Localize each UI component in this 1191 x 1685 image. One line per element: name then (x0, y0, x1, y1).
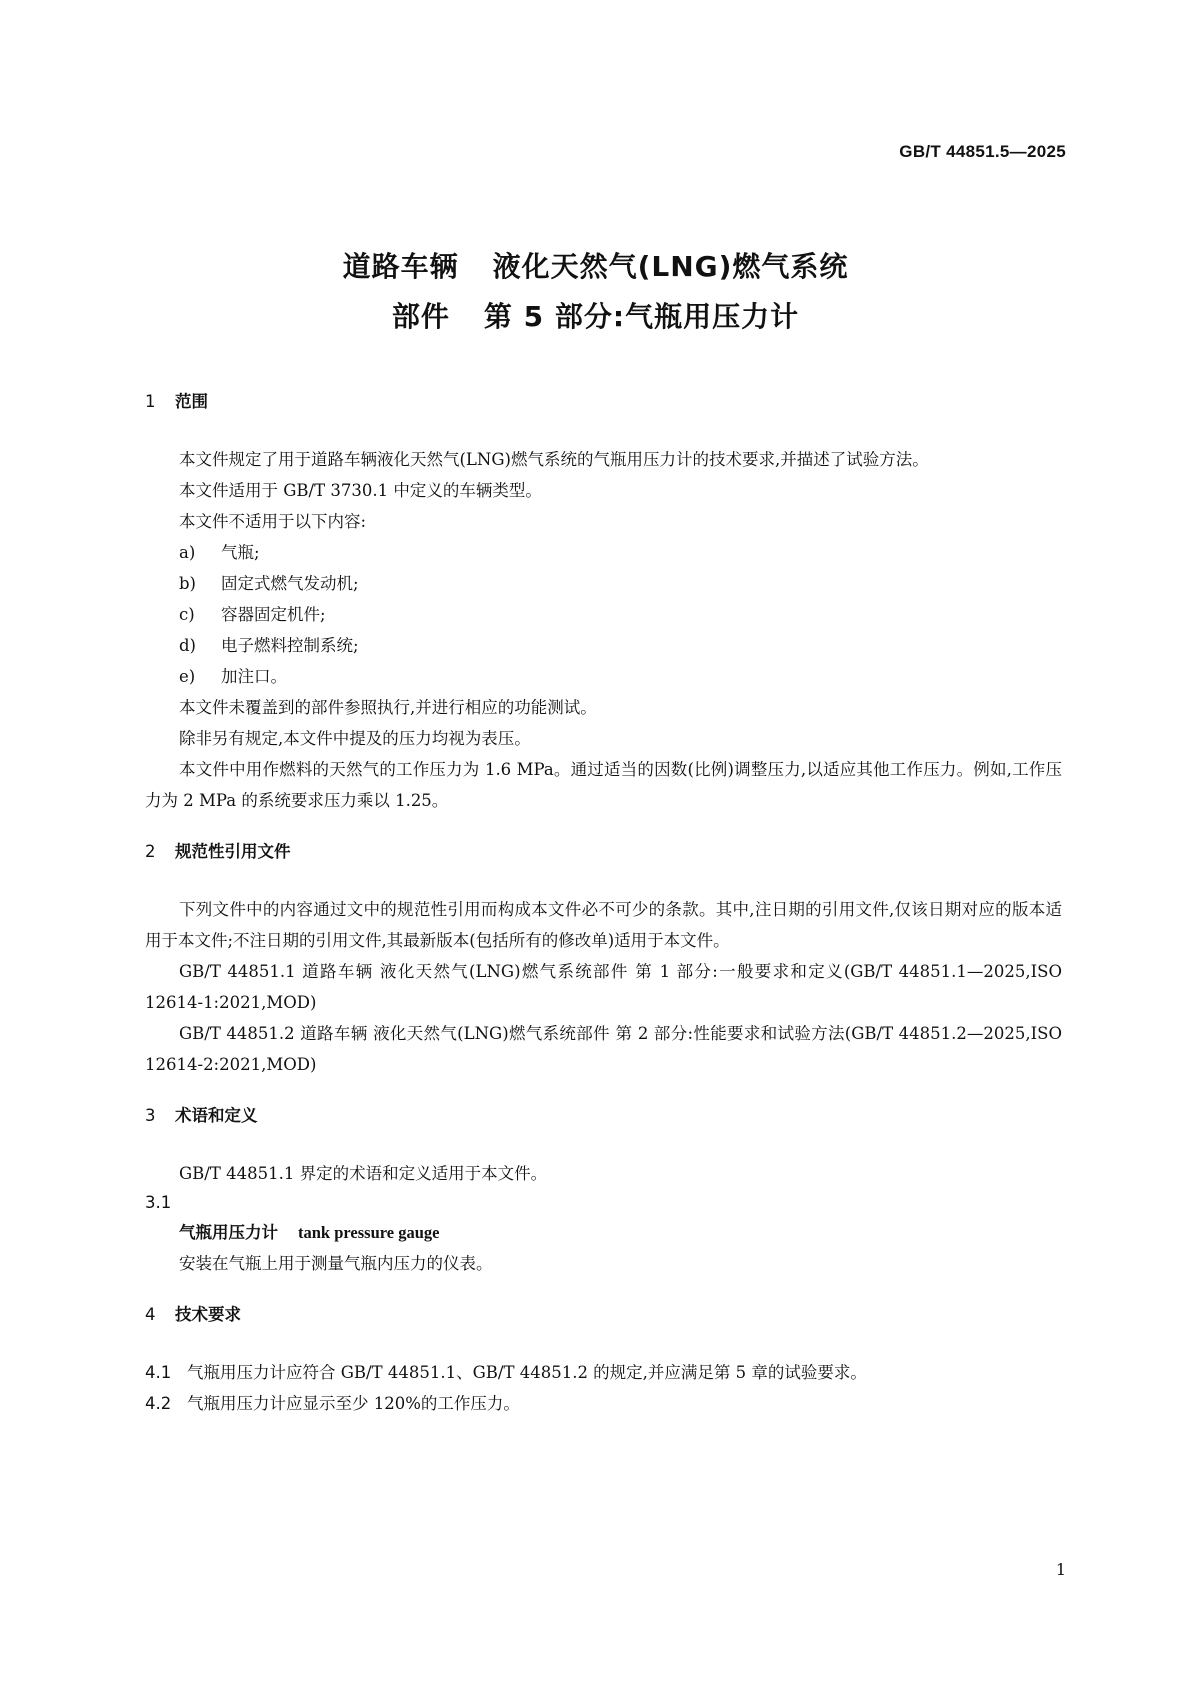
section-number: 4 (145, 1305, 156, 1324)
reference-entry: GB/T 44851.2 道路车辆 液化天然气(LNG)燃气系统部件 第 2 部分:性能要求和试验方法(GB/T 44851.2—2025,ISO 12614-2:2021,MOD) (145, 1024, 1062, 1074)
clause-text: 气瓶用压力计应显示至少 120%的工作压力。 (187, 1394, 520, 1413)
list-marker: b) (179, 574, 196, 593)
list-text: 容器固定机件; (221, 605, 326, 624)
list-item (145, 537, 1062, 568)
title-line-1 (0, 242, 1191, 292)
paragraph: 本文件不适用于以下内容: (179, 512, 367, 531)
term-number: 3.1 (145, 1193, 172, 1212)
section-title: 术语和定义 (175, 1106, 258, 1125)
title-line-2 (0, 292, 1191, 342)
paragraph: 本文件规定了用于道路车辆液化天然气(LNG)燃气系统的气瓶用压力计的技术要求,并描述了试验方法。 (179, 450, 929, 469)
list-text: 电子燃料控制系统; (221, 636, 359, 655)
list-item (145, 568, 1062, 599)
paragraph: 除非另有规定,本文件中提及的压力均视为表压。 (179, 729, 531, 748)
paragraph: 本文件适用于 GB/T 3730.1 中定义的车辆类型。 (179, 481, 542, 500)
list-marker: e) (179, 667, 196, 686)
document-body (145, 388, 1062, 1419)
page-number: 1 (1055, 1560, 1066, 1579)
paragraph: 本文件中用作燃料的天然气的工作压力为 1.6 MPa。通过适当的因数(比例)调整压力,以适应其他工作压力。例如,工作压力为 2 MPa 的系统要求压力乘以 1.25。 (145, 760, 1062, 810)
clause-number: 4.1 (145, 1363, 172, 1382)
section-2-heading (145, 838, 1062, 866)
document-title (0, 242, 1191, 342)
title-part-d: 第 5 部分:气瓶用压力计 (483, 300, 800, 333)
title-part-b: 液化天然气(LNG)燃气系统 (492, 250, 849, 283)
section-title: 规范性引用文件 (175, 842, 291, 861)
section-number: 3 (145, 1106, 156, 1125)
list-marker: a) (179, 543, 196, 562)
section-title: 范围 (175, 392, 208, 411)
term-english: tank pressure gauge (298, 1223, 440, 1242)
requirement-clause (145, 1388, 1062, 1419)
list-text: 加注口。 (221, 667, 287, 686)
list-text: 固定式燃气发动机; (221, 574, 359, 593)
section-1-heading (145, 388, 1062, 416)
reference-entry: GB/T 44851.1 道路车辆 液化天然气(LNG)燃气系统部件 第 1 部分:一般要求和定义(GB/T 44851.1—2025,ISO 12614-1:2021,MOD) (145, 962, 1062, 1012)
term-chinese: 气瓶用压力计 (179, 1223, 278, 1242)
list-item (145, 599, 1062, 630)
list-item (145, 661, 1062, 692)
term-entry (145, 1217, 1062, 1248)
section-number: 1 (145, 392, 156, 411)
section-title: 技术要求 (175, 1305, 241, 1324)
standard-code: GB/T 44851.5—2025 (899, 142, 1066, 161)
list-item (145, 630, 1062, 661)
title-part-a: 道路车辆 (342, 250, 459, 283)
clause-text: 气瓶用压力计应符合 GB/T 44851.1、GB/T 44851.2 的规定,并应满足第 5 章的试验要求。 (187, 1363, 867, 1382)
list-marker: d) (179, 636, 196, 655)
clause-number: 4.2 (145, 1394, 172, 1413)
title-part-c: 部件 (391, 300, 450, 333)
list-text: 气瓶; (221, 543, 260, 562)
section-4-heading (145, 1301, 1062, 1329)
requirement-clause (145, 1357, 1062, 1388)
section-3-heading (145, 1102, 1062, 1130)
term-definition: 安装在气瓶上用于测量气瓶内压力的仪表。 (179, 1254, 493, 1273)
paragraph: GB/T 44851.1 界定的术语和定义适用于本文件。 (179, 1164, 548, 1183)
section-number: 2 (145, 842, 156, 861)
list-marker: c) (179, 605, 195, 624)
paragraph: 本文件未覆盖到的部件参照执行,并进行相应的功能测试。 (179, 698, 597, 717)
paragraph: 下列文件中的内容通过文中的规范性引用而构成本文件必不可少的条款。其中,注日期的引用文件,仅该日期对应的版本适用于本文件;不注日期的引用文件,其最新版本(包括所有的修改单)适用于本文件。 (145, 900, 1062, 950)
